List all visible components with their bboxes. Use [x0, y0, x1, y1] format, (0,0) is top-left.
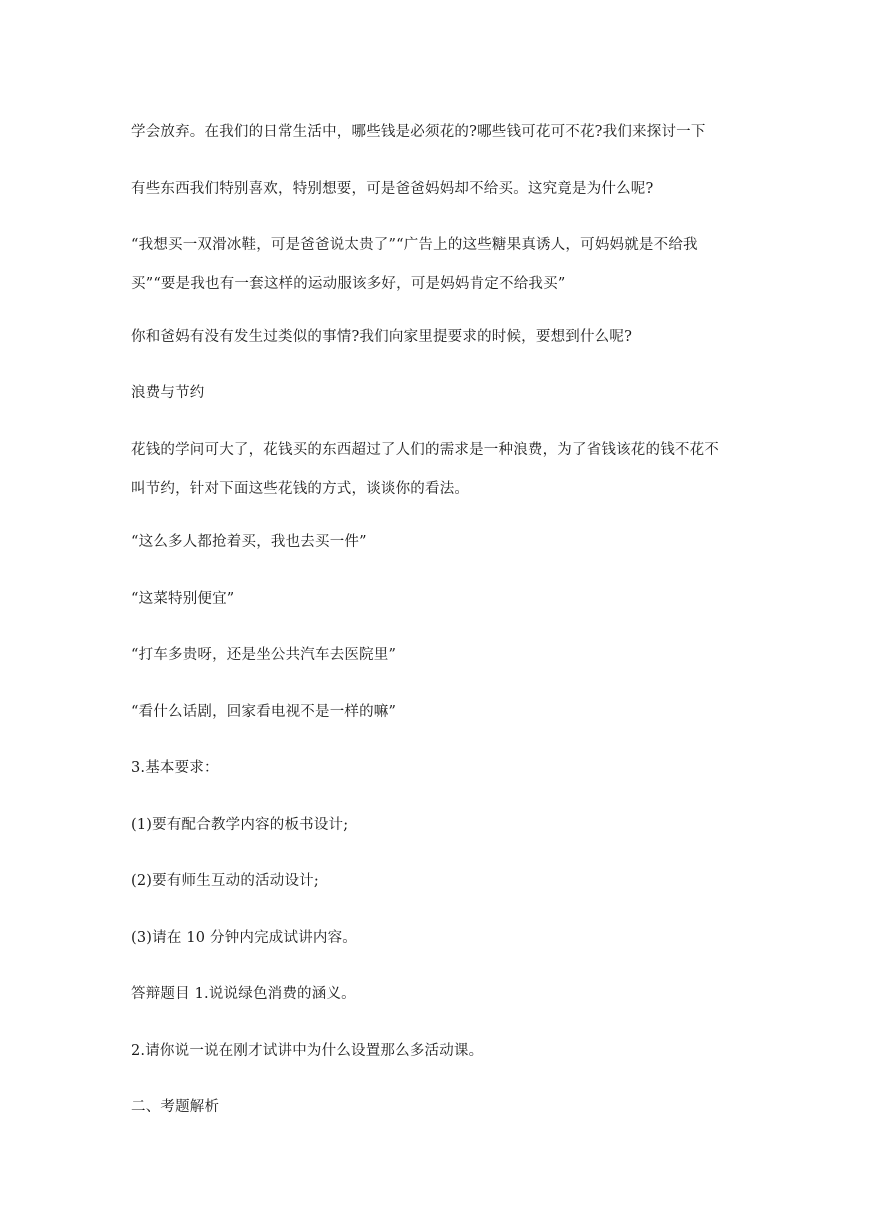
- text-line: 你和爸妈有没有发生过类似的事情?我们向家里提要求的时候，要想到什么呢?: [131, 329, 633, 345]
- paragraph-intro: [131, 122, 751, 142]
- section-heading-basic-requirements: [131, 758, 751, 778]
- text-line: (3)请在 10 分钟内完成试讲内容。: [131, 930, 358, 946]
- quote-item: [131, 589, 751, 609]
- quote-item: [131, 702, 751, 722]
- paragraph-spending-explanation: [131, 431, 751, 509]
- quote-item: [131, 645, 751, 665]
- text-line: 买”“要是我也有一套这样的运动服该多好，可是妈妈肯定不给我买”: [131, 276, 566, 292]
- text-line: “这菜特别便宜”: [131, 591, 235, 607]
- text-line: “打车多贵呀，还是坐公共汽车去医院里”: [131, 647, 397, 663]
- text-line: “我想买一双滑冰鞋，可是爸爸说太贵了”“广告上的这些糖果真诱人，可妈妈就是不给我: [131, 237, 698, 253]
- text-line: 答辩题目 1.说说绿色消费的涵义。: [131, 986, 356, 1002]
- text-line: 花钱的学问可大了，花钱买的东西超过了人们的需求是一种浪费，为了省钱该花的钱不花不: [131, 442, 719, 458]
- text-line: 2.请你说一说在刚才试讲中为什么设置那么多活动课。: [131, 1043, 484, 1059]
- text-line: (1)要有配合教学内容的板书设计;: [131, 817, 349, 833]
- section-heading-waste-and-saving: [131, 383, 751, 403]
- requirement-item: [131, 871, 751, 891]
- text-line: 浪费与节约: [131, 385, 205, 401]
- paragraph-question: [131, 179, 751, 199]
- text-line: 有些东西我们特别喜欢，特别想要，可是爸爸妈妈却不给买。这究竟是为什么呢?: [131, 181, 654, 197]
- text-line: “这么多人都抢着买，我也去买一件”: [131, 534, 367, 550]
- text-line: 叫节约，针对下面这些花钱的方式，谈谈你的看法。: [131, 481, 470, 497]
- text-line: 学会放弃。在我们的日常生活中，哪些钱是必须花的?哪些钱可花可不花?我们来探讨一下: [131, 124, 706, 140]
- requirement-item: [131, 815, 751, 835]
- section-heading-analysis: [131, 1097, 751, 1117]
- defense-question: [131, 1041, 751, 1061]
- text-line: 二、考题解析: [131, 1099, 220, 1115]
- text-line: “看什么话剧，回家看电视不是一样的嘛”: [131, 704, 397, 720]
- paragraph-quotes: [131, 226, 751, 304]
- quote-item: [131, 532, 751, 552]
- text-line: 3.基本要求：: [131, 760, 219, 776]
- paragraph-discussion: [131, 327, 751, 347]
- defense-question: [131, 984, 751, 1004]
- requirement-item: [131, 928, 751, 948]
- text-line: (2)要有师生互动的活动设计;: [131, 873, 319, 889]
